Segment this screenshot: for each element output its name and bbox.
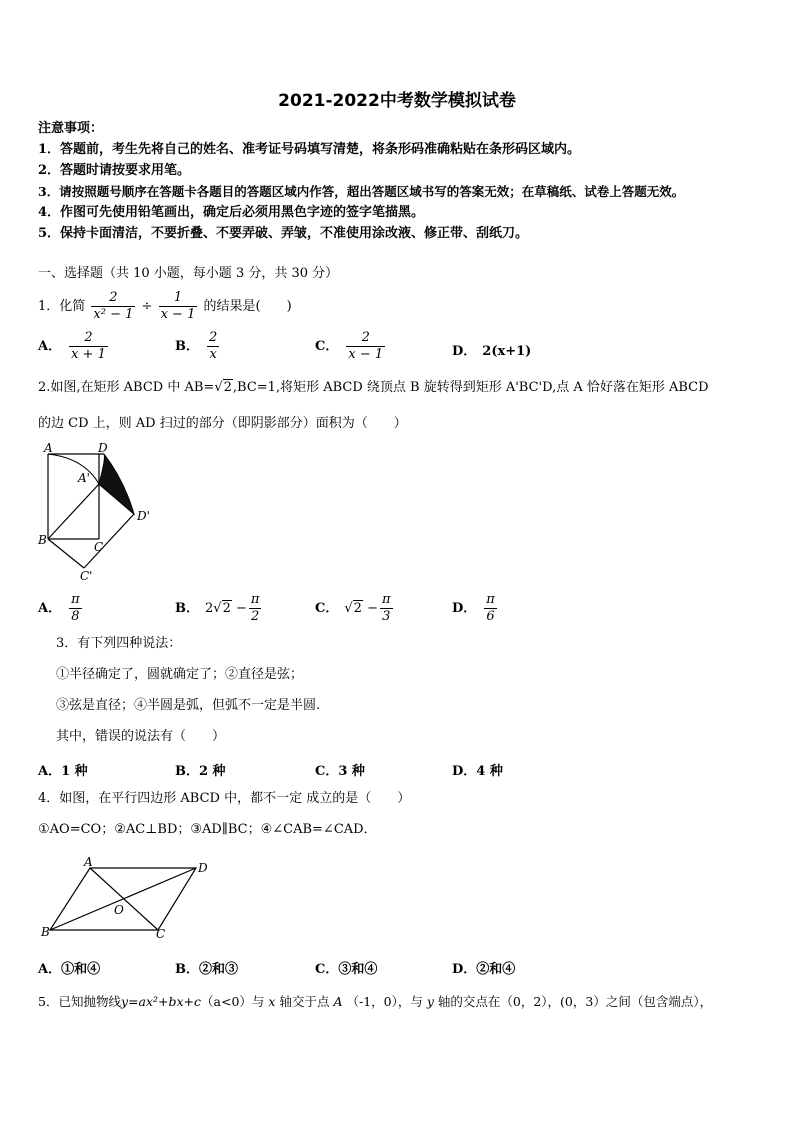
q4-option-a: A．①和④ <box>38 962 101 977</box>
q4-statements: ①AO=CO；②AC⊥BD；③AD∥BC；④∠CAB=∠CAD． <box>38 822 377 837</box>
label-B: B <box>38 533 47 547</box>
label-D-prime: D' <box>137 509 150 523</box>
note-item: 2．答题时请按要求用笔。 <box>38 163 191 178</box>
q1-option-a: A． $\frac{2}{x + 1}$ <box>38 330 106 362</box>
label-C: C <box>156 927 166 941</box>
q4-parallelogram-figure <box>38 852 218 942</box>
note-item: 3．请按照题号顺序在答题卡各题目的答题区域内作答，超出答题区域书写的答案无效；在草稿纸、试卷上答题无效。 <box>38 184 685 199</box>
label-A: A <box>84 855 93 869</box>
q1-fraction-2: $\frac{1}{x - 1}$ <box>160 290 196 322</box>
q2-rectangle-rotation-figure <box>36 440 156 582</box>
notes-heading: 注意事项： <box>38 121 104 136</box>
q3-option-b: B．2 种 <box>175 764 226 779</box>
q5-stem: 5．已知抛物线y=ax²+bx+c（a<0）与 x 轴交于点 A （-1，0），与 y 轴的交点在（0，2），(0，3）之间（包含端点）， <box>38 994 713 1009</box>
q3-question: 其中，错误的说法有（ ） <box>56 729 226 744</box>
q2-option-d: D． $\frac{\pi}{6}$ <box>452 592 495 624</box>
q1-suffix: 的结果是( ) <box>203 299 292 314</box>
q4-stem: 4．如图，在平行四边形 ABCD 中，都不一定 成立的是（ ） <box>38 791 411 806</box>
q3-option-a: A．1 种 <box>38 764 88 779</box>
q1-option-d: D． 2(x+1) <box>452 344 532 359</box>
q3-option-c: C．3 种 <box>315 764 365 779</box>
q1-fraction-1: $\frac{2}{\text{x² − 1}}$ <box>93 290 134 322</box>
label-A-prime: A' <box>78 471 90 485</box>
q2-option-c: C． √2 − $\frac{\pi}{3}$ <box>315 592 391 624</box>
q1-operator: ÷ <box>141 299 153 314</box>
q2-line-2: 的边 CD 上，则 AD 扫过的部分（即阴影部分）面积为（ ） <box>38 416 407 431</box>
q2-option-a: A． $\frac{\pi}{8}$ <box>38 592 80 624</box>
q3-statement-2: ③弦是直径；④半圆是弧，但弧不一定是半圆. <box>56 698 321 713</box>
page-title: 2021-2022中考数学模拟试卷 <box>278 91 516 111</box>
q1-option-b: B． $\frac{2}{x}$ <box>175 330 218 362</box>
label-A: A <box>44 441 53 455</box>
q4-option-d: D．②和④ <box>452 962 516 977</box>
sqrt-symbol: √2 <box>214 380 232 395</box>
q2-line-1: 2.如图,在矩形 ABCD 中 AB=√2,BC=1,将矩形 ABCD 绕顶点 B 旋转得到矩形 A'BC'D,点 A 恰好落在矩形 ABCD <box>38 380 709 395</box>
q3-stem: 3．有下列四种说法： <box>56 636 182 651</box>
label-O: O <box>114 903 124 917</box>
section-heading: 一、选择题（共 10 小题，每小题 3 分，共 30 分） <box>38 266 339 281</box>
note-item: 1．答题前，考生先将自己的姓名、准考证号码填写清楚，将条形码准确粘贴在条形码区域内。 <box>38 142 581 157</box>
label-D: D <box>98 441 108 455</box>
question-1 <box>38 290 292 324</box>
q4-option-c: C．③和④ <box>315 962 378 977</box>
label-D: D <box>198 861 208 875</box>
label-C-prime: C' <box>80 569 93 582</box>
q1-option-c: C． $\frac{2}{x - 1}$ <box>315 330 384 362</box>
q3-option-d: D．4 种 <box>452 764 503 779</box>
note-item: 4．作图可先使用铅笔画出，确定后必须用黑色字迹的签字笔描黑。 <box>38 205 425 220</box>
q2-option-b: B． 2√2 − $\frac{\pi}{2}$ <box>175 592 260 624</box>
label-B: B <box>41 925 50 939</box>
q1-prefix: 1．化简 <box>38 299 86 314</box>
q3-statement-1: ①半径确定了，圆就确定了；②直径是弦； <box>56 667 304 682</box>
q4-option-b: B．②和③ <box>175 962 238 977</box>
note-item: 5．保持卡面清洁，不要折叠、不要弄破、弄皱，不准使用涂改液、修正带、刮纸刀。 <box>38 226 529 241</box>
label-C: C <box>94 540 104 554</box>
